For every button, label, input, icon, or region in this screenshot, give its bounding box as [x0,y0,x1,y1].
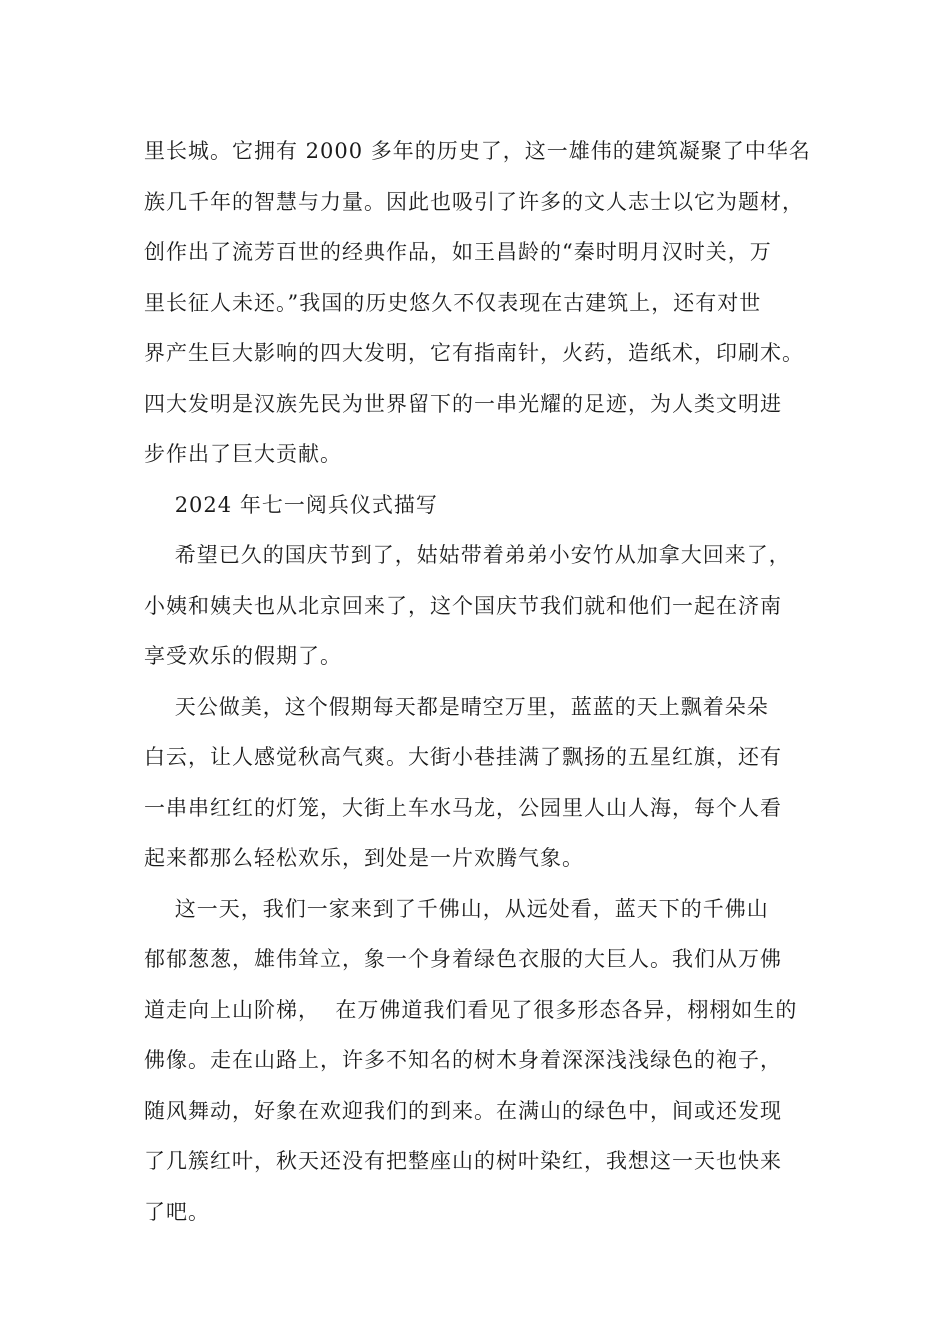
text-line: 四大发明是汉族先民为世界留下的一串光耀的足迹，为人类文明进 [144,391,782,416]
text-line: 起来都那么轻松欢乐，到处是一片欢腾气象。 [144,846,584,870]
text-line: 里长城。它拥有 2000 多年的历史了，这一雄伟的建筑凝聚了中华名 [144,139,811,163]
text-line: 希望已久的国庆节到了，姑姑带着弟弟小安竹从加拿大回来了， [144,543,791,567]
text-line: 界产生巨大影响的四大发明，它有指南针，火药，造纸术，印刷术。 [144,341,804,365]
text-line: 白云，让人感觉秋高气爽。大街小巷挂满了飘扬的五星红旗，还有 [144,745,782,769]
text-line: 小姨和姨夫也从北京回来了，这个国庆节我们就和他们一起在济南 [144,593,782,618]
section-heading: 2024 年七一阅兵仪式描写 [144,492,438,517]
text-line: 族几千年的智慧与力量。因此也吸引了许多的文人志士以它为题材， [144,189,804,214]
document-body [144,126,814,1237]
text-line: 步作出了巨大贡献。 [144,442,342,466]
text-line: 这一天，我们一家来到了千佛山，从远处看，蓝天下的千佛山 [144,896,769,921]
text-line: 一串串红红的灯笼，大街上车水马龙，公园里人山人海，每个人看 [144,795,782,820]
text-line: 郁郁葱葱，雄伟耸立，象一个身着绿色衣服的大巨人。我们从万佛 [144,947,782,971]
text-line: 了吧。 [144,1199,210,1224]
text-line: 创作出了流芳百世的经典作品，如王昌龄的“秦时明月汉时关，万 [144,240,772,264]
text-line: 天公做美，这个假期每天都是晴空万里，蓝蓝的天上飘着朵朵 [144,694,769,719]
text-line: 道走向上山阶梯， 在万佛道我们看见了很多形态各异，栩栩如生的 [144,997,798,1022]
text-line: 随风舞动，好象在欢迎我们的到来。在满山的绿色中，间或还发现 [144,1098,782,1123]
text-line: 佛像。走在山路上，许多不知名的树木身着深深浅浅绿色的袍子， [144,1048,782,1072]
text-line: 里长征人未还。”我国的历史悠久不仅表现在古建筑上，还有对世 [144,290,762,315]
text-line: 了几簇红叶，秋天还没有把整座山的树叶染红，我想这一天也快来 [144,1149,782,1173]
text-line: 享受欢乐的假期了。 [144,644,342,668]
